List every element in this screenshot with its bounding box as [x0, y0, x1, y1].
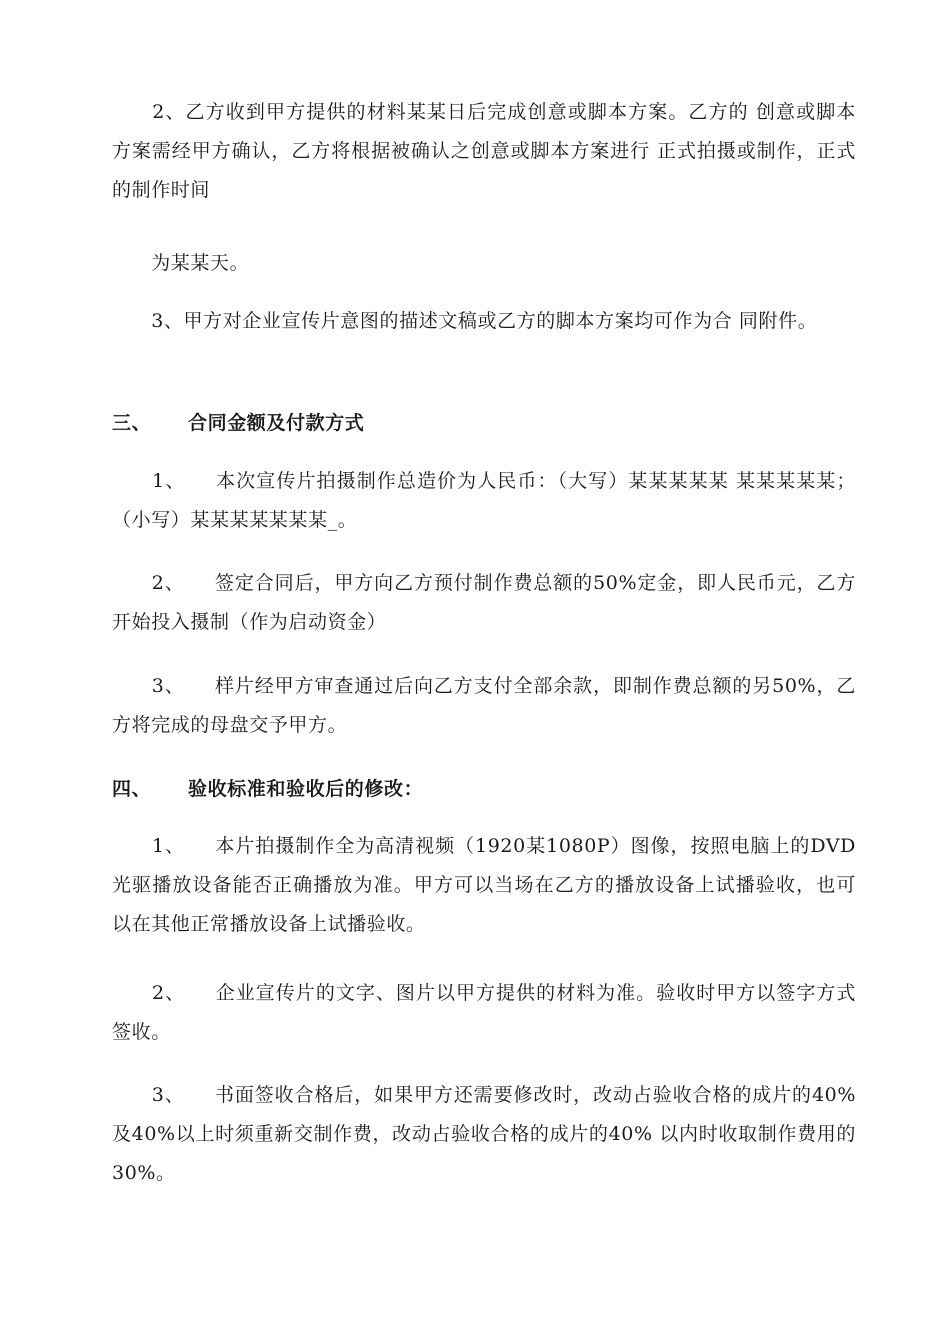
section-heading-contract-amount: [112, 404, 856, 443]
section-title: 合同金额及付款方式: [188, 412, 365, 434]
section-heading-acceptance: [112, 770, 856, 809]
paragraph-production-days: 为某某天。: [112, 252, 250, 274]
paragraph-acceptance-standard: 1、 本片拍摄制作全为高清视频（1920某1080P）图像，按照电脑上的DVD光驱播放设备能否正确播放为准。甲方可以当场在乙方的播放设备上试播验收，也可以在其他正常播放设备上试播验收。: [112, 835, 856, 935]
paragraph-modification-fee: 3、 书面签收合格后，如果甲方还需要修改时，改动占验收合格的成片的40%及40%以上时须重新交制作费，改动占验收合格的成片的40% 以内时收取制作费用的30%。: [112, 1084, 856, 1184]
paragraph-creative-plan: 2、乙方收到甲方提供的材料某某日后完成创意或脚本方案。乙方的 创意或脚本方案需经甲方确认，乙方将根据被确认之创意或脚本方案进行 正式拍摄或制作，正式的制作时间: [112, 101, 856, 201]
section-number: 三、: [112, 412, 152, 434]
paragraph-total-price: 1、 本次宣传片拍摄制作总造价为人民币：（大写）某某某某某 某某某某某；（小写）某某某某某某某_。: [112, 470, 856, 531]
paragraph-balance: 3、 样片经甲方审查通过后向乙方支付全部余款，即制作费总额的另50%，乙方将完成的母盘交予甲方。: [112, 675, 856, 736]
paragraph-deposit: 2、 签定合同后，甲方向乙方预付制作费总额的50%定金，即人民币元，乙方开始投入摄制（作为启动资金）: [112, 572, 856, 633]
section-title: 验收标准和验收后的修改：: [188, 778, 424, 800]
paragraph-acceptance-material: 2、 企业宣传片的文字、图片以甲方提供的材料为准。验收时甲方以签字方式签收。: [112, 982, 856, 1043]
paragraph-attachment: 3、甲方对企业宣传片意图的描述文稿或乙方的脚本方案均可作为合 同附件。: [112, 310, 818, 332]
section-number: 四、: [112, 778, 152, 800]
